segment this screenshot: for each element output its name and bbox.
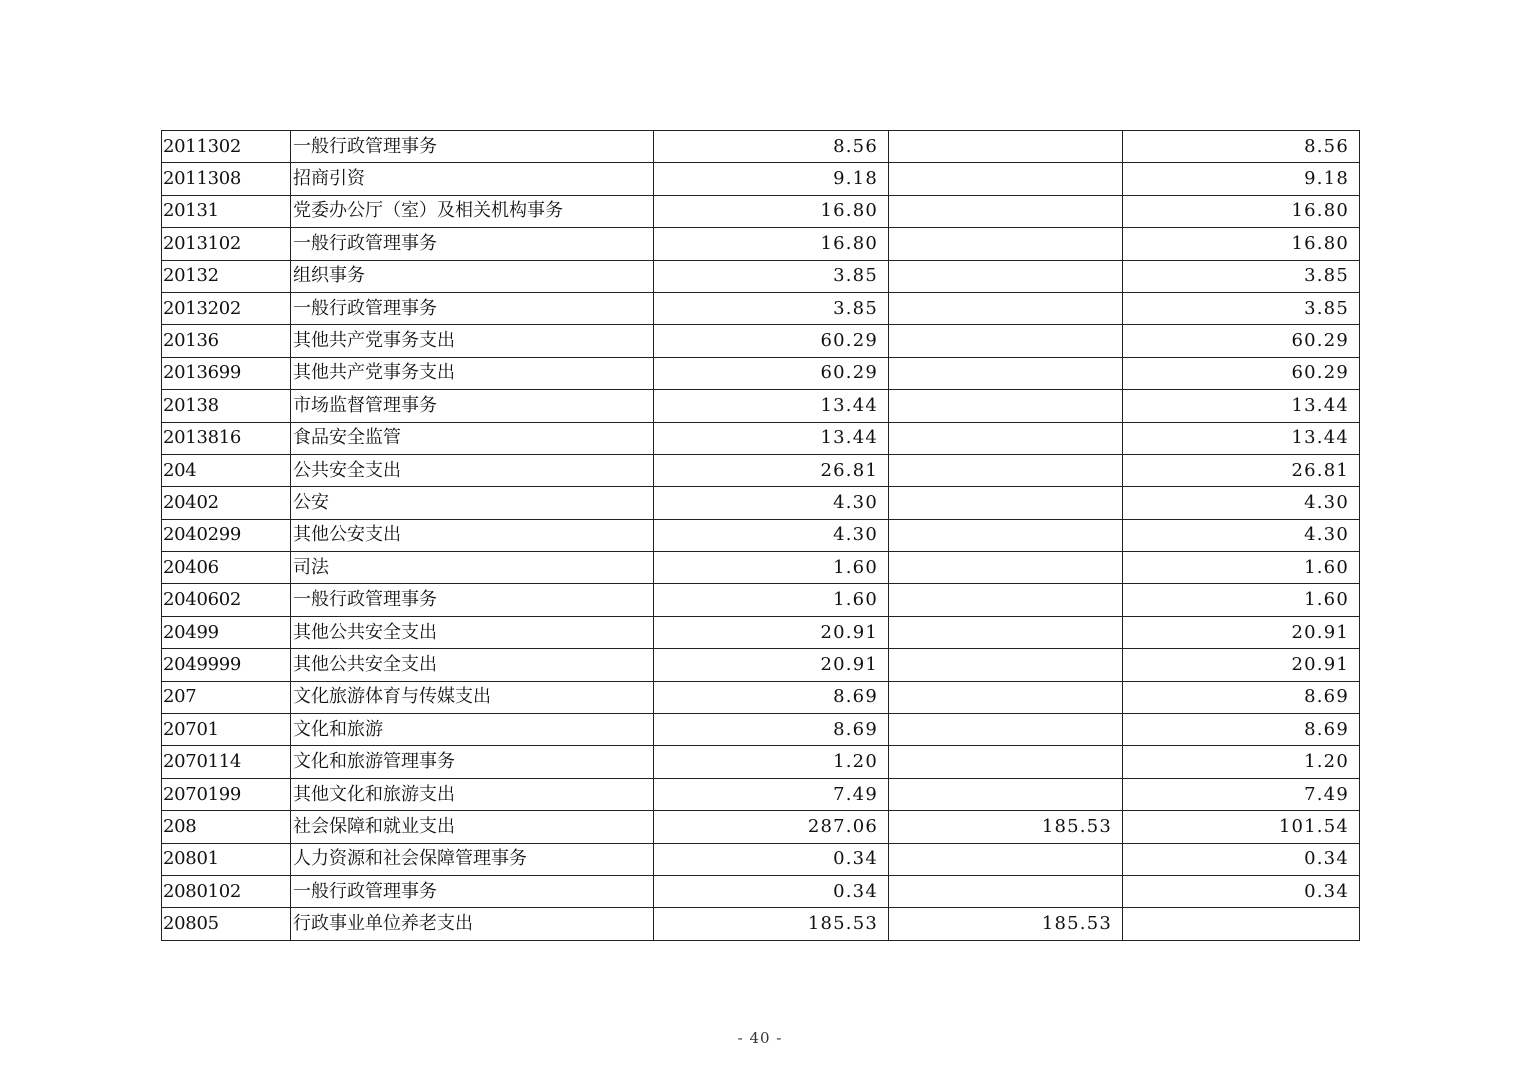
total-amount-cell: 1.60	[654, 552, 889, 584]
account-code-cell: 2013699	[162, 357, 291, 389]
basic-expenditure-cell	[889, 357, 1123, 389]
project-expenditure-cell: 13.44	[1123, 422, 1360, 454]
account-code-cell: 2013816	[162, 422, 291, 454]
total-amount-cell: 185.53	[654, 908, 889, 940]
table-row	[162, 778, 1360, 810]
account-code-cell: 20136	[162, 325, 291, 357]
account-name-cell: 其他共产党事务支出	[291, 357, 654, 389]
project-expenditure-cell: 60.29	[1123, 325, 1360, 357]
table-row	[162, 163, 1360, 195]
total-amount-cell: 3.85	[654, 260, 889, 292]
account-code-cell: 2080102	[162, 875, 291, 907]
account-name-cell: 一般行政管理事务	[291, 292, 654, 324]
project-expenditure-cell: 101.54	[1123, 811, 1360, 843]
account-name-cell: 党委办公厅（室）及相关机构事务	[291, 195, 654, 227]
table-row	[162, 487, 1360, 519]
account-code-cell: 2011302	[162, 131, 291, 163]
table-row	[162, 292, 1360, 324]
project-expenditure-cell: 20.91	[1123, 616, 1360, 648]
basic-expenditure-cell	[889, 584, 1123, 616]
account-name-cell: 司法	[291, 552, 654, 584]
total-amount-cell: 7.49	[654, 778, 889, 810]
project-expenditure-cell: 8.56	[1123, 131, 1360, 163]
basic-expenditure-cell: 185.53	[889, 811, 1123, 843]
project-expenditure-cell: 3.85	[1123, 292, 1360, 324]
table-row	[162, 195, 1360, 227]
account-code-cell: 2040299	[162, 519, 291, 551]
account-name-cell: 人力资源和社会保障管理事务	[291, 843, 654, 875]
basic-expenditure-cell	[889, 390, 1123, 422]
account-code-cell: 20402	[162, 487, 291, 519]
total-amount-cell: 1.60	[654, 584, 889, 616]
account-name-cell: 其他公安支出	[291, 519, 654, 551]
table-row	[162, 811, 1360, 843]
basic-expenditure-cell	[889, 616, 1123, 648]
account-code-cell: 20801	[162, 843, 291, 875]
total-amount-cell: 8.69	[654, 714, 889, 746]
total-amount-cell: 13.44	[654, 390, 889, 422]
total-amount-cell: 16.80	[654, 195, 889, 227]
project-expenditure-cell: 16.80	[1123, 228, 1360, 260]
account-name-cell: 文化和旅游	[291, 714, 654, 746]
table-row	[162, 746, 1360, 778]
total-amount-cell: 287.06	[654, 811, 889, 843]
project-expenditure-cell: 1.60	[1123, 584, 1360, 616]
basic-expenditure-cell	[889, 195, 1123, 227]
basic-expenditure-cell	[889, 454, 1123, 486]
project-expenditure-cell: 4.30	[1123, 487, 1360, 519]
account-code-cell: 20701	[162, 714, 291, 746]
account-code-cell: 207	[162, 681, 291, 713]
basic-expenditure-cell	[889, 131, 1123, 163]
table-row	[162, 552, 1360, 584]
total-amount-cell: 4.30	[654, 519, 889, 551]
total-amount-cell: 60.29	[654, 325, 889, 357]
project-expenditure-cell: 4.30	[1123, 519, 1360, 551]
total-amount-cell: 16.80	[654, 228, 889, 260]
table-row	[162, 357, 1360, 389]
table-row	[162, 422, 1360, 454]
account-name-cell: 一般行政管理事务	[291, 875, 654, 907]
table-row	[162, 131, 1360, 163]
table-row	[162, 649, 1360, 681]
project-expenditure-cell: 26.81	[1123, 454, 1360, 486]
total-amount-cell: 8.56	[654, 131, 889, 163]
basic-expenditure-cell	[889, 714, 1123, 746]
account-code-cell: 2070114	[162, 746, 291, 778]
account-name-cell: 招商引资	[291, 163, 654, 195]
account-code-cell: 2040602	[162, 584, 291, 616]
table-row	[162, 260, 1360, 292]
table-row	[162, 681, 1360, 713]
account-code-cell: 204	[162, 454, 291, 486]
account-code-cell: 20499	[162, 616, 291, 648]
project-expenditure-cell: 0.34	[1123, 875, 1360, 907]
page-number: - 40 -	[737, 1029, 783, 1047]
project-expenditure-cell: 7.49	[1123, 778, 1360, 810]
account-code-cell: 2049999	[162, 649, 291, 681]
project-expenditure-cell: 3.85	[1123, 260, 1360, 292]
account-name-cell: 行政事业单位养老支出	[291, 908, 654, 940]
account-name-cell: 食品安全监管	[291, 422, 654, 454]
account-name-cell: 其他公共安全支出	[291, 649, 654, 681]
account-name-cell: 一般行政管理事务	[291, 131, 654, 163]
basic-expenditure-cell	[889, 260, 1123, 292]
basic-expenditure-cell	[889, 875, 1123, 907]
account-code-cell: 20132	[162, 260, 291, 292]
account-name-cell: 一般行政管理事务	[291, 228, 654, 260]
account-code-cell: 2013202	[162, 292, 291, 324]
project-expenditure-cell: 0.34	[1123, 843, 1360, 875]
project-expenditure-cell: 1.20	[1123, 746, 1360, 778]
total-amount-cell: 13.44	[654, 422, 889, 454]
project-expenditure-cell	[1123, 908, 1360, 940]
total-amount-cell: 8.69	[654, 681, 889, 713]
account-code-cell: 20138	[162, 390, 291, 422]
budget-expenditure-table	[161, 130, 1360, 941]
project-expenditure-cell: 60.29	[1123, 357, 1360, 389]
total-amount-cell: 26.81	[654, 454, 889, 486]
basic-expenditure-cell	[889, 681, 1123, 713]
account-name-cell: 其他文化和旅游支出	[291, 778, 654, 810]
account-name-cell: 一般行政管理事务	[291, 584, 654, 616]
basic-expenditure-cell	[889, 228, 1123, 260]
basic-expenditure-cell	[889, 292, 1123, 324]
account-code-cell: 208	[162, 811, 291, 843]
basic-expenditure-cell	[889, 325, 1123, 357]
table-row	[162, 390, 1360, 422]
total-amount-cell: 20.91	[654, 616, 889, 648]
account-code-cell: 20131	[162, 195, 291, 227]
project-expenditure-cell: 1.60	[1123, 552, 1360, 584]
basic-expenditure-cell	[889, 746, 1123, 778]
project-expenditure-cell: 8.69	[1123, 681, 1360, 713]
account-name-cell: 社会保障和就业支出	[291, 811, 654, 843]
basic-expenditure-cell: 185.53	[889, 908, 1123, 940]
table-row	[162, 875, 1360, 907]
basic-expenditure-cell	[889, 163, 1123, 195]
account-code-cell: 2013102	[162, 228, 291, 260]
table-row	[162, 843, 1360, 875]
total-amount-cell: 0.34	[654, 843, 889, 875]
account-code-cell: 20805	[162, 908, 291, 940]
account-name-cell: 其他公共安全支出	[291, 616, 654, 648]
account-name-cell: 市场监督管理事务	[291, 390, 654, 422]
total-amount-cell: 20.91	[654, 649, 889, 681]
table-body	[162, 131, 1360, 941]
basic-expenditure-cell	[889, 487, 1123, 519]
table-row	[162, 325, 1360, 357]
account-name-cell: 其他共产党事务支出	[291, 325, 654, 357]
table-row	[162, 228, 1360, 260]
table-row	[162, 908, 1360, 940]
total-amount-cell: 0.34	[654, 875, 889, 907]
basic-expenditure-cell	[889, 552, 1123, 584]
total-amount-cell: 1.20	[654, 746, 889, 778]
project-expenditure-cell: 16.80	[1123, 195, 1360, 227]
total-amount-cell: 3.85	[654, 292, 889, 324]
account-name-cell: 文化旅游体育与传媒支出	[291, 681, 654, 713]
project-expenditure-cell: 9.18	[1123, 163, 1360, 195]
table-row	[162, 616, 1360, 648]
basic-expenditure-cell	[889, 843, 1123, 875]
account-code-cell: 2011308	[162, 163, 291, 195]
table-row	[162, 519, 1360, 551]
table-row	[162, 714, 1360, 746]
basic-expenditure-cell	[889, 422, 1123, 454]
account-code-cell: 20406	[162, 552, 291, 584]
basic-expenditure-cell	[889, 778, 1123, 810]
table-row	[162, 454, 1360, 486]
account-name-cell: 公共安全支出	[291, 454, 654, 486]
account-name-cell: 文化和旅游管理事务	[291, 746, 654, 778]
project-expenditure-cell: 20.91	[1123, 649, 1360, 681]
account-code-cell: 2070199	[162, 778, 291, 810]
basic-expenditure-cell	[889, 519, 1123, 551]
project-expenditure-cell: 13.44	[1123, 390, 1360, 422]
total-amount-cell: 60.29	[654, 357, 889, 389]
account-name-cell: 公安	[291, 487, 654, 519]
total-amount-cell: 4.30	[654, 487, 889, 519]
account-name-cell: 组织事务	[291, 260, 654, 292]
table-row	[162, 584, 1360, 616]
project-expenditure-cell: 8.69	[1123, 714, 1360, 746]
total-amount-cell: 9.18	[654, 163, 889, 195]
basic-expenditure-cell	[889, 649, 1123, 681]
